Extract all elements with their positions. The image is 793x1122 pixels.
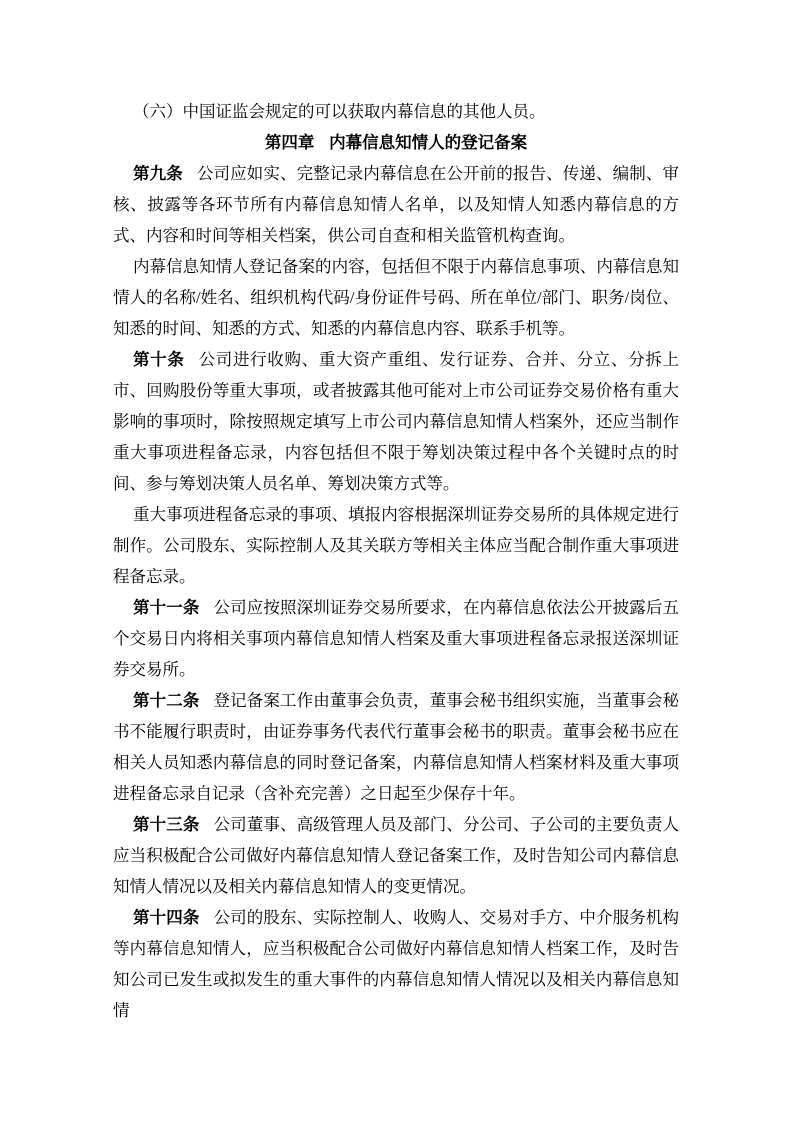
article-text: 公司进行收购、重大资产重组、发行证券、合并、分立、分拆上市、回购股份等重大事项，或者披露其他可能对上市公司证券交易价格有重大影响的事项时，除按照规定填写上市公司内幕信息知情人档案外，还应当制作重大事项进程备忘录，内容包括但不限于筹划决策过程中各个关键时点的时间、参与筹划决策人员名单、筹划决策方式等。 [113, 350, 680, 493]
article-paragraph-12 [113, 685, 679, 809]
chapter-number: 第四章 [264, 133, 315, 152]
article-paragraph-9-content [113, 251, 679, 344]
intro-list-item-text: （六）中国证监会规定的可以获取内幕信息的其他人员。 [133, 102, 546, 121]
article-text: 登记备案工作由董事会负责，董事会秘书组织实施，当董事会秘书不能履行职责时，由证券事务代表代行董事会秘书的职责。董事会秘书应在相关人员知悉内幕信息的同时登记备案，内幕信息知情人档案材料及重大事项进程备忘录自记录（含补充完善）之日起至少保存十年。 [113, 691, 680, 803]
article-paragraph-13 [113, 809, 679, 902]
article-paragraph-10 [113, 344, 679, 499]
article-text: 重大事项进程备忘录的事项、填报内容根据深圳证券交易所的具体规定进行制作。公司股东、实际控制人及其关联方等相关主体应当配合制作重大事项进程备忘录。 [113, 505, 679, 586]
article-text: 公司应按照深圳证券交易所要求，在内幕信息依法公开披露后五个交易日内将相关事项内幕信息知情人档案及重大事项进程备忘录报送深圳证券交易所。 [113, 598, 680, 679]
article-text: 公司董事、高级管理人员及部门、分公司、子公司的主要负责人应当积极配合公司做好内幕信息知情人登记备案工作，及时告知公司内幕信息知情人情况以及相关内幕信息知情人的变更情况。 [113, 815, 680, 896]
article-term: 第十二条 [133, 691, 200, 710]
article-term: 第十四条 [133, 908, 200, 927]
chapter-heading [113, 127, 679, 158]
article-text: 公司应如实、完整记录内幕信息在公开前的报告、传递、编制、审核、披露等各环节所有内幕信息知情人名单，以及知情人知悉内幕信息的方式、内容和时间等相关档案，供公司自查和相关监管机构查询。 [113, 164, 680, 245]
article-term: 第十三条 [133, 815, 200, 834]
article-paragraph-10-content [113, 499, 679, 592]
article-paragraph-14 [113, 902, 679, 1026]
article-term: 第十一条 [133, 598, 200, 617]
article-paragraph-11 [113, 592, 679, 685]
intro-list-item [113, 96, 679, 127]
article-term: 第十条 [133, 350, 185, 369]
document-content [113, 96, 679, 1026]
article-text: 公司的股东、实际控制人、收购人、交易对手方、中介服务机构等内幕信息知情人，应当积极配合公司做好内幕信息知情人档案工作，及时告知公司已发生或拟发生的重大事件的内幕信息知情人情况以及相关内幕信息知情 [113, 908, 680, 1020]
article-text: 内幕信息知情人登记备案的内容，包括但不限于内幕信息事项、内幕信息知情人的名称/姓名、组织机构代码/身份证件号码、所在单位/部门、职务/岗位、知悉的时间、知悉的方式、知悉的内幕信息内容、联系手机等。 [113, 257, 679, 338]
chapter-title: 内幕信息知情人的登记备案 [329, 133, 528, 152]
article-paragraph-9 [113, 158, 679, 251]
article-term: 第九条 [133, 164, 183, 183]
